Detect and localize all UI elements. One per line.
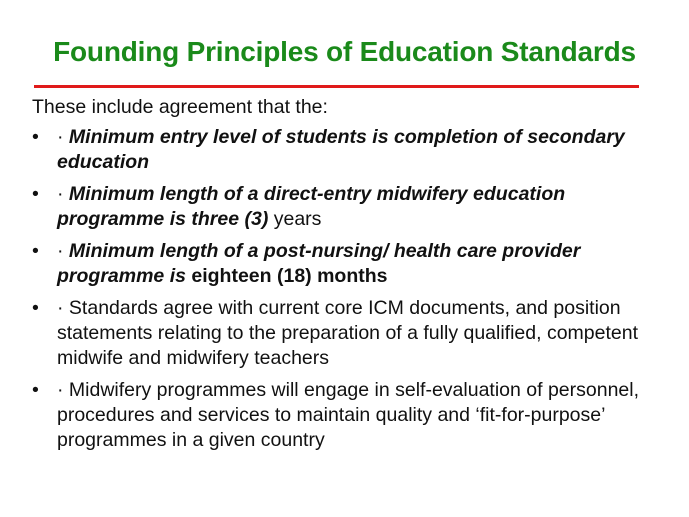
bullet-item-1 bbox=[32, 125, 672, 175]
title-underline bbox=[34, 85, 639, 88]
slide-body bbox=[32, 95, 672, 460]
item-prefix: · bbox=[57, 240, 69, 262]
item-text: years bbox=[268, 208, 322, 230]
bullet-marker: • bbox=[32, 240, 39, 262]
bullet-item-5 bbox=[32, 378, 672, 453]
item-prefix: · bbox=[57, 297, 69, 319]
bullet-marker: • bbox=[32, 379, 39, 401]
bullet-item-4 bbox=[32, 296, 672, 371]
bullet-list bbox=[32, 125, 672, 453]
slide-title: Founding Principles of Education Standards bbox=[53, 36, 636, 67]
item-bold: eighteen (18) months bbox=[185, 265, 388, 287]
item-text: Midwifery programmes will engage in self-evaluation of personnel, procedures and services to maintain quality and ‘fit-for-purpose’ programmes in a given country bbox=[57, 379, 640, 451]
item-prefix: · bbox=[57, 379, 69, 401]
bullet-marker: • bbox=[32, 126, 39, 148]
bullet-marker: • bbox=[32, 183, 39, 205]
bullet-item-3 bbox=[32, 239, 672, 289]
bullet-marker: • bbox=[32, 297, 39, 319]
item-emphasis: Minimum length of a post-nursing/ health care provider programme is bbox=[57, 240, 581, 287]
item-prefix: · bbox=[57, 183, 69, 205]
bullet-item-2 bbox=[32, 182, 672, 232]
item-prefix: · bbox=[57, 126, 69, 148]
intro-text: These include agreement that the: bbox=[32, 96, 328, 118]
item-text: Standards agree with current core ICM documents, and position statements relating to the preparation of a fully qualified, competent midwife and midwifery teachers bbox=[57, 297, 639, 369]
item-emphasis: Minimum entry level of students is completion of secondary education bbox=[57, 126, 625, 173]
item-emphasis: Minimum length of a direct-entry midwifery education programme is three (3) bbox=[57, 183, 566, 230]
